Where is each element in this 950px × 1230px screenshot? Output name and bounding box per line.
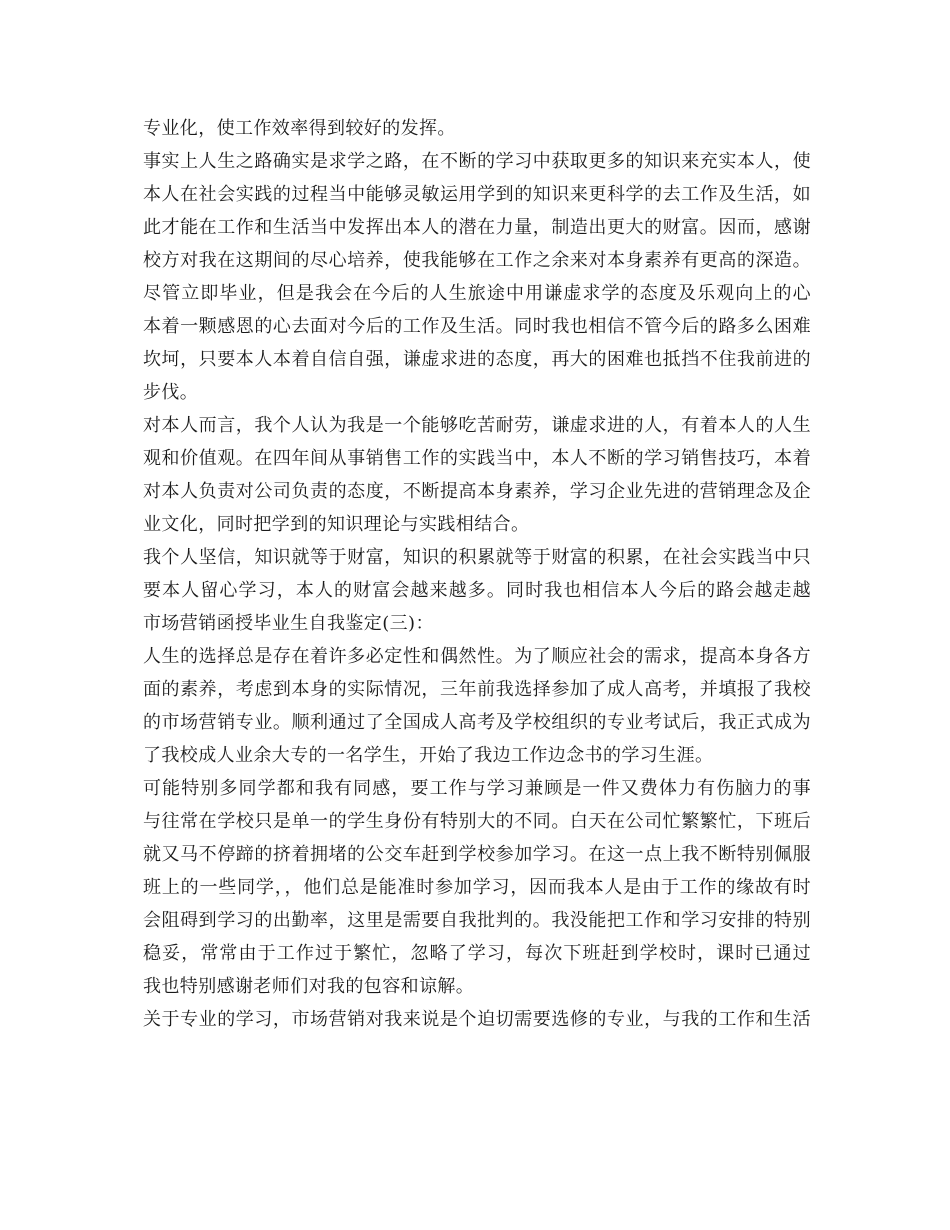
text-line: 坎坷，只要本人本着自信自强，谦虚求进的态度，再大的困难也抵挡不住我前进的: [143, 349, 811, 370]
text-line: 尽管立即毕业，但是我会在今后的人生旅途中用谦虚求学的态度及乐观向上的心: [143, 283, 811, 304]
text-line: 班上的一些同学，，他们总是能准时参加学习，因而我本人是由于工作的缘故有时: [143, 877, 811, 898]
text-line: 与往常在学校只是单一的学生身份有特别大的不同。白天在公司忙繁繁忙，下班后: [143, 811, 811, 832]
text-line: 专业化，使工作效率得到较好的发挥。: [143, 118, 456, 139]
document-body: [143, 112, 811, 1036]
text-line: 要本人留心学习，本人的财富会越来越多。同时我也相信本人今后的路会越走越: [143, 580, 811, 601]
text-line: 业文化，同时把学到的知识理论与实践相结合。: [143, 514, 530, 535]
text-line: 观和价值观。在四年间从事销售工作的实践当中，本人不断的学习销售技巧，本着: [143, 448, 811, 469]
text-line: 本人在社会实践的过程当中能够灵敏运用学到的知识来更科学的去工作及生活，如: [143, 184, 811, 205]
text-line: 会阻碍到学习的出勤率，这里是需要自我批判的。我没能把工作和学习安排的特别: [143, 910, 811, 931]
text-line: 此才能在工作和生活当中发挥出本人的潜在力量，制造出更大的财富。因而，感谢: [143, 217, 811, 238]
text-line: 本着一颗感恩的心去面对今后的工作及生活。同时我也相信不管今后的路多么困难: [143, 316, 811, 337]
text-line: 校方对我在这期间的尽心培养，使我能够在工作之余来对本身素养有更高的深造。: [143, 250, 811, 271]
text-line: 对本人而言，我个人认为我是一个能够吃苦耐劳，谦虚求进的人，有着本人的人生: [143, 415, 811, 436]
text-line: 面的素养，考虑到本身的实际情况，三年前我选择参加了成人高考，并填报了我校: [143, 679, 811, 700]
text-line: 人生的选择总是存在着许多必定性和偶然性。为了顺应社会的需求，提高本身各方: [143, 646, 811, 667]
text-line: 就又马不停蹄的挤着拥堵的公交车赶到学校参加学习。在这一点上我不断特别佩服: [143, 844, 811, 865]
text-line: 了我校成人业余大专的一名学生，开始了我边工作边念书的学习生涯。: [143, 745, 714, 766]
text-line: 我个人坚信，知识就等于财富，知识的积累就等于财富的积累，在社会实践当中只: [143, 547, 811, 568]
text-line: 稳妥，常常由于工作过于繁忙，忽略了学习，每次下班赶到学校时，课时已通过: [143, 943, 811, 964]
text-line: 对本人负责对公司负责的态度，不断提高本身素养，学习企业先进的营销理念及企: [143, 481, 811, 502]
text-line: 步伐。: [143, 382, 199, 403]
text-line: 我也特别感谢老师们对我的包容和谅解。: [143, 976, 475, 997]
text-line: 市场营销函授毕业生自我鉴定(三)：: [143, 613, 434, 634]
text-line: 可能特别多同学都和我有同感，要工作与学习兼顾是一件又费体力有伤脑力的事: [143, 778, 811, 799]
text-line: 关于专业的学习，市场营销对我来说是个迫切需要选修的专业，与我的工作和生活: [143, 1009, 811, 1030]
text-line: 事实上人生之路确实是求学之路，在不断的学习中获取更多的知识来充实本人，使: [143, 151, 811, 172]
text-line: 的市场营销专业。顺利通过了全国成人高考及学校组织的专业考试后，我正式成为: [143, 712, 811, 733]
